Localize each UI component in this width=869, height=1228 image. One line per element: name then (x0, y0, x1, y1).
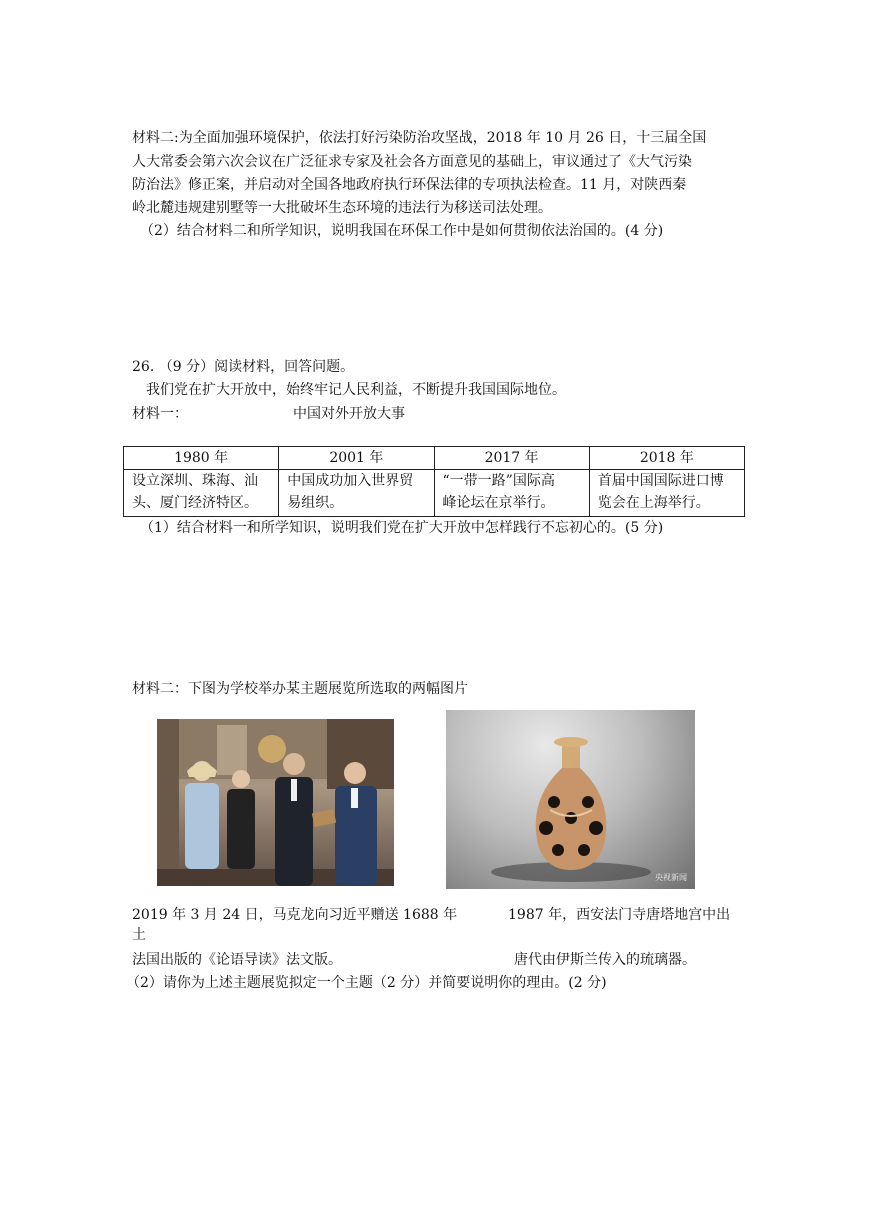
question-2-env: （2）结合材料二和所学知识，说明我国在环保工作中是如何贯彻依法治国的。(4 分) (140, 223, 664, 239)
caption-left-3: 法国出版的《论语导读》法文版。 (132, 952, 342, 968)
table-cell (589, 470, 744, 517)
cell-line: 中国成功加入世界贸 (287, 473, 414, 489)
material2-label: 材料二：下图为学校举办某主题展览所选取的两幅图片 (132, 681, 468, 697)
cell-line: 览会在上海举行。 (597, 495, 710, 511)
q26-intro: 我们党在扩大开放中，始终牢记人民利益，不断提升我国国际地位。 (146, 382, 566, 398)
material2-line-3: 防治法》修正案，并启动对全国各地政府执行环保法律的专项执法检查。11 月，对陕西秦 (132, 177, 687, 193)
table-title: 中国对外开放大事 (293, 406, 405, 422)
glass-vessel-illustration (446, 710, 695, 889)
table-header: 2017 年 (434, 447, 589, 470)
material2-line-4: 岭北麓违规建别墅等一大批破坏生态环境的违法行为移送司法处理。 (132, 200, 552, 216)
caption-left-2: 土 (132, 927, 146, 943)
table-cell (124, 470, 279, 517)
open-events-table (123, 446, 745, 517)
table-header: 1980 年 (124, 447, 279, 470)
table-header: 2018 年 (589, 447, 744, 470)
meeting-photo-illustration (157, 719, 394, 886)
q26-heading: 26. （9 分）阅读材料，回答问题。 (132, 359, 355, 375)
caption-right-1: 1987 年，西安法门寺唐塔地宫中出 (508, 907, 731, 923)
cell-line: 首届中国国际进口博 (597, 473, 724, 489)
table-cell (279, 470, 434, 517)
table-header-row (124, 447, 745, 470)
cell-line: “一带一路”国际高 (442, 473, 555, 489)
photo-watermark: 央视新闻 (655, 873, 687, 882)
meeting-photo (157, 719, 394, 886)
glass-vessel-photo (446, 710, 695, 889)
cell-line: 头、厦门经济特区。 (132, 495, 258, 511)
cell-line: 峰论坛在京举行。 (442, 495, 555, 511)
cell-line: 易组织。 (287, 495, 344, 511)
caption-right-2: 唐代由伊斯兰传入的琉璃器。 (514, 952, 696, 968)
material2-line-2: 人大常委会第六次会议在广泛征求专家及社会各方面意见的基础上，审议通过了《大气污染 (132, 154, 692, 170)
material2-line-1: 材料二:为全面加强环境保护，依法打好污染防治攻坚战，2018 年 10 月 26 日，十三届全国 (132, 130, 707, 146)
material1-label: 材料一： (132, 406, 188, 422)
table-row (124, 470, 745, 517)
cell-line: 设立深圳、珠海、汕 (132, 473, 258, 489)
table-cell (434, 470, 589, 517)
question-2-theme: （2）请你为上述主题展览拟定一个主题（2 分）并简要说明你的理由。(2 分) (126, 975, 607, 991)
table-header: 2001 年 (279, 447, 434, 470)
caption-left-1: 2019 年 3 月 24 日，马克龙向习近平赠送 1688 年 (132, 907, 458, 923)
question-1-open: （1）结合材料一和所学知识，说明我们党在扩大开放中怎样践行不忘初心的。(5 分) (140, 520, 664, 536)
